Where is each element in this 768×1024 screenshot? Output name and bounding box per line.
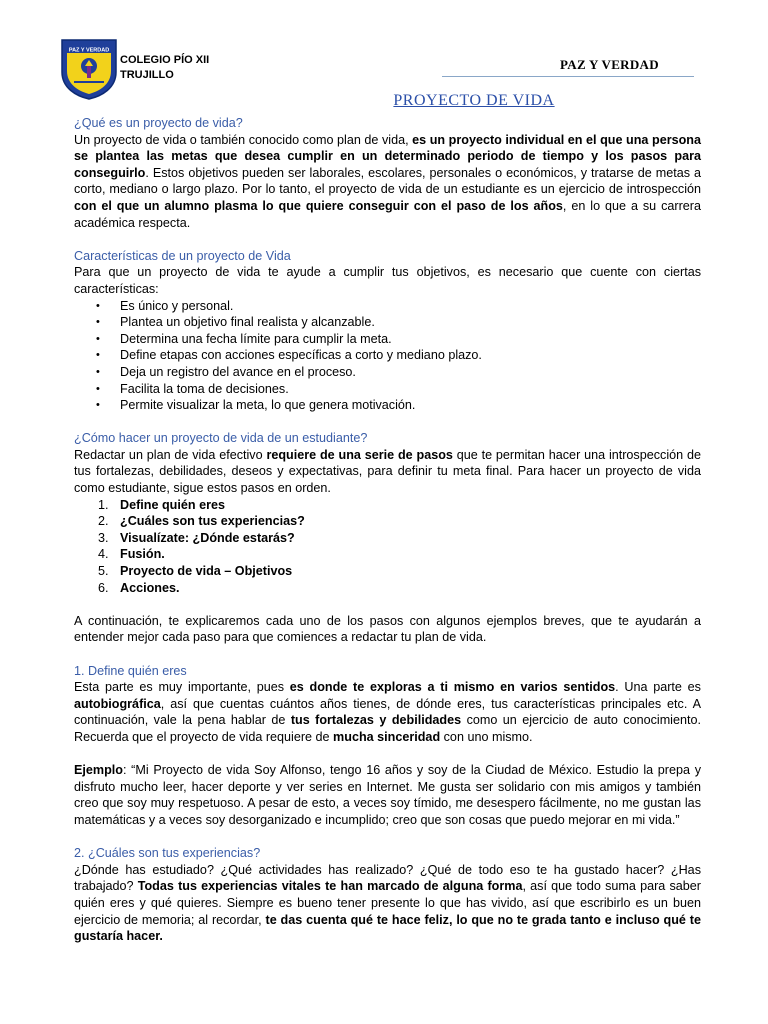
step-number: 6.	[98, 580, 109, 595]
bold-run: tus fortalezas y debilidades	[290, 713, 462, 728]
school-name-line2: TRUJILLO	[120, 69, 174, 81]
paragraph-experiencias	[74, 862, 701, 945]
header-motto: PAZ Y VERDAD	[560, 57, 659, 72]
paragraph-define-quien-eres	[74, 679, 701, 745]
text-run: . Estos objetivos pueden ser laborales, escolares, personales o económicos, y tratarse de metas a corto, mediano o largo plazo. Por lo tanto, el proyecto de vida de un estudiante es un ejercicio de introspección	[74, 165, 701, 197]
document-body	[74, 115, 701, 945]
text-run: . Una parte es	[615, 680, 701, 695]
bold-run: te das cuenta qué te hace feliz, lo que no te grada tanto e incluso qué te gustaría hacer.	[74, 912, 701, 944]
step-label: Fusión.	[120, 547, 165, 562]
step-number: 1.	[98, 497, 109, 512]
paragraph-que-es	[74, 132, 701, 232]
text-run: Redactar un plan de vida efectivo	[74, 447, 267, 462]
list-item: • Permite visualizar la meta, lo que genera motivación.	[120, 397, 701, 414]
list-item: • Es único y personal.	[120, 298, 701, 315]
bold-run: mucha sinceridad	[333, 729, 441, 744]
text-run: Un proyecto de vida o también conocido como plan de vida,	[74, 132, 413, 147]
step-number: 4.	[98, 547, 109, 562]
spacer	[74, 646, 701, 663]
text-run: : “Mi Proyecto de vida Soy Alfonso, tengo 16 años y soy de la Ciudad de México. Estudio la prepa y disfruto mucho leer, hacer deporte y ver series en Internet. Me gusta ser solidario con mis amigos y también creo que soy muy respetuoso. A pesar de esto, a veces soy tímido, me desespero fácilmente, no me gustan las matemáticas y a veces soy desorganizado e incumplido; creo que son cosas que puedo mejorar en mi vida.”	[74, 763, 701, 827]
crest-label: PAZ Y VERDAD	[68, 47, 110, 54]
step-number: 3.	[98, 530, 109, 545]
bold-run: es un proyecto individual en el que una persona se plantea las metas que desea cumplir en un determinado periodo de tiempo y los pasos para conseguirlo	[74, 132, 701, 180]
step-label: Proyecto de vida – Objetivos	[120, 564, 293, 579]
step-item	[98, 497, 701, 514]
step-item	[98, 546, 701, 563]
school-name-line1: COLEGIO PÍO XII	[120, 54, 210, 66]
spacer	[74, 231, 701, 248]
steps-list	[74, 497, 701, 597]
paragraph-caracteristicas: Para que un proyecto de vida te ayude a cumplir tus objetivos, es necesario que cuente con ciertas características:	[74, 265, 701, 296]
paragraph-ejemplo	[74, 762, 701, 828]
bold-run: es donde te exploras a ti mismo en varios sentidos	[289, 680, 616, 695]
text-run: , en lo que a su carrera académica respecta.	[74, 198, 701, 230]
school-crest-icon	[60, 38, 118, 100]
list-item: • Determina una fecha límite para cumplir la meta.	[120, 331, 701, 348]
step-label: Visualízate: ¿Dónde estarás?	[120, 530, 295, 545]
text-run: , así que cuentas cuántos años tienes, de dónde eres, tus características principales etc. A continuación, vale la pena hablar de	[74, 696, 701, 728]
step-label: Acciones.	[120, 580, 180, 595]
spacer	[74, 414, 701, 431]
list-item: • Plantea un objetivo final realista y alcanzable.	[120, 314, 701, 331]
list-item: • Facilita la toma de decisiones.	[120, 381, 701, 398]
text-run: Esta parte es muy importante, pues	[74, 680, 290, 695]
document-title: PROYECTO DE VIDA	[393, 92, 555, 109]
section-heading-define-quien-eres: 1. Define quién eres	[74, 663, 187, 678]
paragraph-a-continuacion: A continuación, te explicaremos cada uno de los pasos con algunos ejemplos breves, que te ayudarán a entender mejor cada paso para que comiences a redactar tu plan de vida.	[74, 613, 701, 645]
step-item	[98, 530, 701, 547]
bold-run: requiere de una serie de pasos	[266, 447, 453, 462]
text-run: ¿Dónde has estudiado? ¿Qué actividades has realizado? ¿Qué de todo eso te ha gustado hacer? ¿Has trabajado?	[74, 862, 701, 894]
school-name	[120, 53, 209, 83]
section-heading-como-hacer: ¿Cómo hacer un proyecto de vida de un estudiante?	[74, 431, 368, 446]
step-item	[98, 563, 701, 580]
text-run: que te permitan hacer una introspección de tus fortalezas, debilidades, deseos y expectativas, para definir tu meta final. Para hacer un proyecto de vida como estudiante, sigue estos pasos en orden.	[74, 447, 701, 496]
list-item: • Deja un registro del avance en el proceso.	[120, 364, 701, 381]
text-run: como un ejercicio de auto conocimiento. Recuerda que el proyecto de vida requiere de	[74, 713, 701, 744]
spacer	[74, 746, 701, 763]
step-number: 2.	[98, 514, 109, 529]
bold-run: Ejemplo	[74, 763, 123, 778]
spacer	[74, 596, 701, 613]
section-heading-que-es: ¿Qué es un proyecto de vida?	[74, 116, 243, 130]
bold-run: con el que un alumno plasma lo que quiere conseguir con el paso de los años	[74, 198, 563, 213]
step-item	[98, 580, 701, 597]
list-item: • Define etapas con acciones específicas a corto y mediano plazo.	[120, 347, 701, 364]
text-run: con uno mismo.	[440, 729, 533, 744]
step-item	[98, 513, 701, 530]
spacer	[74, 829, 701, 846]
step-label: ¿Cuáles son tus experiencias?	[120, 514, 305, 529]
step-number: 5.	[98, 564, 109, 579]
text-run: , así que todo suma para saber quién eres y qué quieres. Siempre es bueno tener presente lo que has vivido, así que escribirlo es un buen ejercicio de memoria; al recordar,	[74, 879, 701, 927]
step-label: Define quién eres	[120, 497, 225, 512]
paragraph-como-hacer	[74, 447, 701, 497]
header-rule	[442, 76, 694, 77]
bold-run: Todas tus experiencias vitales te han marcado de alguna forma	[137, 879, 523, 894]
section-heading-experiencias: 2. ¿Cuáles son tus experiencias?	[74, 846, 261, 861]
characteristics-list	[74, 298, 701, 414]
section-heading-caracteristicas: Características de un proyecto de Vida	[74, 248, 291, 263]
bold-run: autobiográfica	[74, 696, 161, 711]
